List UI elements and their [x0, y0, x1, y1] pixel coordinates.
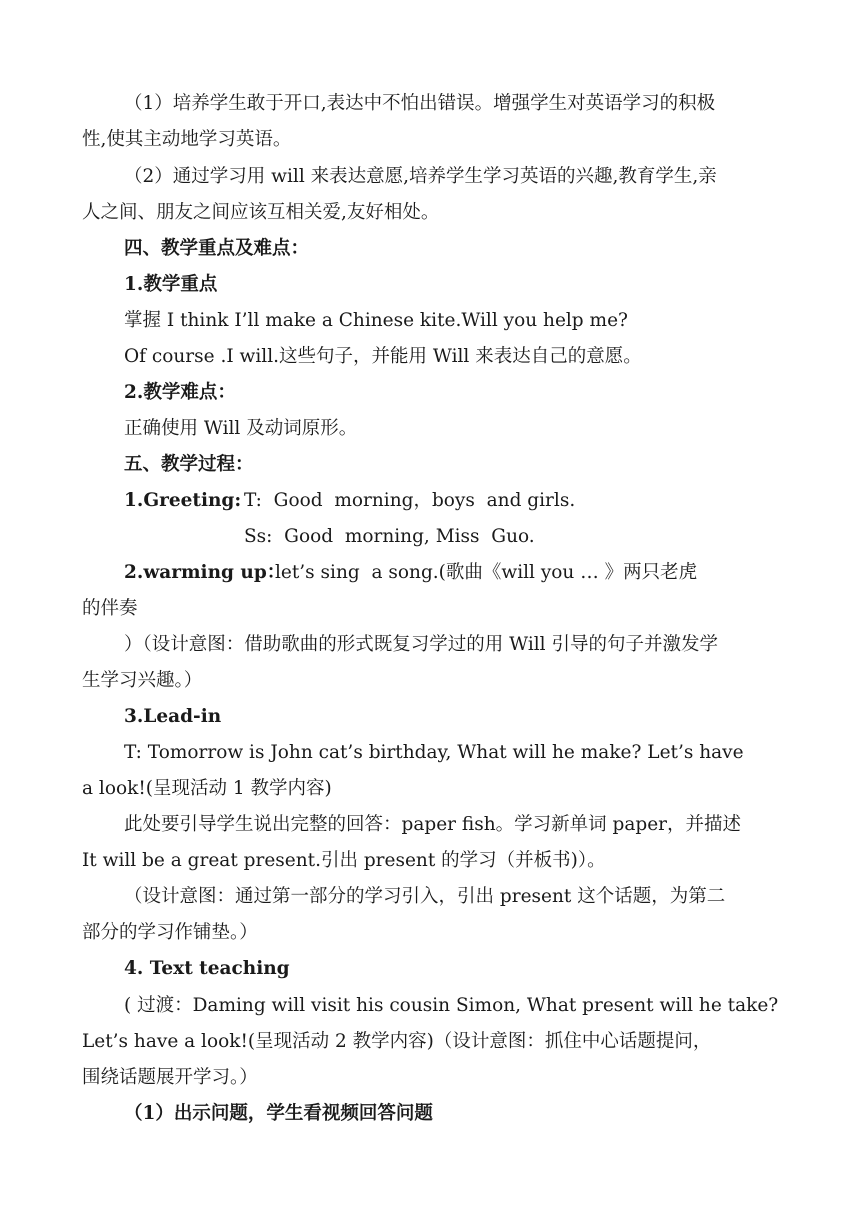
- section-heading: 四、教学重点及难点：: [124, 238, 310, 259]
- subsection-heading: 2.教学难点：: [124, 382, 236, 403]
- paragraph-line: Let’s have a look!(呈现活动 2 教学内容)（设计意图：抓住中心话题提问，: [82, 1031, 712, 1052]
- paragraph-line: 围绕话题展开学习。）: [82, 1067, 258, 1088]
- paragraph-line: let’s sing a song.(歌曲《will you … 》两只老虎: [275, 562, 698, 583]
- step-label: 2.warming up：: [124, 562, 286, 583]
- paragraph-line: a look!(呈现活动 1 教学内容): [82, 778, 332, 799]
- paragraph-line: 正确使用 Will 及动词原形。: [124, 418, 358, 439]
- paragraph-line: ）（设计意图：借助歌曲的形式既复习学过的用 Will 引导的句子并激发学: [124, 634, 718, 655]
- step-label: 4. Text teaching: [124, 958, 290, 979]
- dialogue-line: T: Good morning，boys and girls.: [244, 490, 576, 511]
- paragraph-line: ( 过渡：Daming will visit his cousin Simon, What present will he take?: [124, 995, 779, 1016]
- section-heading: （1）出示问题，学生看视频回答问题: [124, 1103, 433, 1124]
- paragraph-line: It will be a great present.引出 present 的学习（并板书)）。: [82, 850, 606, 871]
- paragraph-line: 此处要引导学生说出完整的回答：paper fish。学习新单词 paper，并描述: [124, 814, 742, 835]
- paragraph-line: （2）通过学习用 will 来表达意愿,培养学生学习英语的兴趣,教育学生,亲: [124, 166, 717, 187]
- step-label: 3.Lead-in: [124, 706, 222, 727]
- subsection-heading: 1.教学重点: [124, 274, 218, 295]
- paragraph-line: 人之间、朋友之间应该互相关爱,友好相处。: [82, 202, 440, 223]
- dialogue-line: Ss: Good morning, Miss Guo.: [244, 526, 535, 547]
- paragraph-line: （1）培养学生敢于开口,表达中不怕出错误。增强学生对英语学习的积极: [124, 93, 716, 114]
- step-label: 1.Greeting:: [124, 490, 242, 511]
- paragraph-line: T: Tomorrow is John cat’s birthday, What will he make? Let’s have: [124, 742, 744, 763]
- paragraph-line: 的伴奏: [82, 598, 138, 619]
- paragraph-line: Of course .I will.这些句子，并能用 Will 来表达自己的意愿。: [124, 346, 642, 367]
- paragraph-line: 性,使其主动地学习英语。: [82, 129, 292, 150]
- paragraph-line: （设计意图：通过第一部分的学习引入，引出 present 这个话题，为第二: [124, 886, 726, 907]
- paragraph-line: 掌握 I think I’ll make a Chinese kite.Will you help me?: [124, 310, 628, 331]
- paragraph-line: 部分的学习作铺垫。）: [82, 922, 258, 943]
- paragraph-line: 生学习兴趣。）: [82, 670, 203, 691]
- section-heading: 五、教学过程：: [124, 454, 254, 475]
